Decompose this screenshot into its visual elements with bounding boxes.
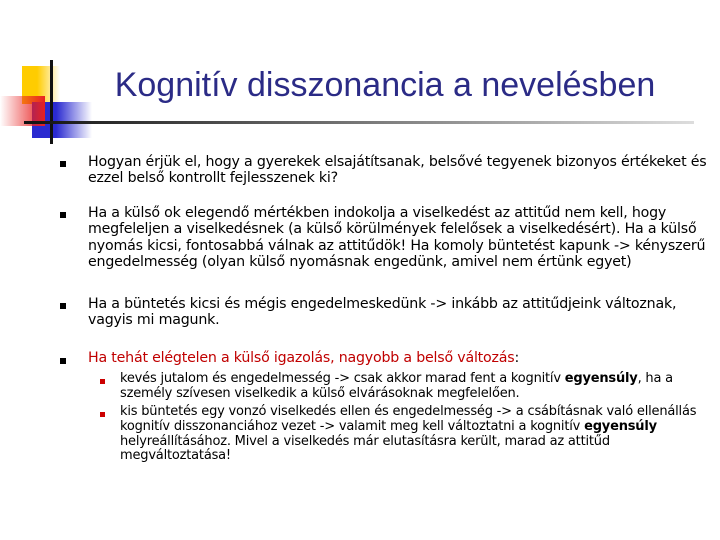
bullet-text: Ha a büntetés kicsi és mégis engedelmeskedünk -> inkább az attitűdjeink változnak, vagyis mi magunk. <box>88 296 677 329</box>
bullet-text: Ha a külső ok elegendő mértékben indokolja a viselkedést az attitűd nem kell, hogy megfeleljen a viselkedésnek (a külső körülmények felelősek a viselkedésért). Ha a külső nyomás kicsi, fontosabbá válnak az attitűdök! Ha komoly büntetést kapunk -> kényszerű engedelmesség (olyan külső nyomásnak engedünk, amivel nem értünk egyet) <box>88 205 706 270</box>
bullet-icon <box>60 358 66 364</box>
text: kevés jutalom és engedelmesség -> csak akkor marad fent a kognitív <box>120 371 565 386</box>
text: kis büntetés egy vonzó viselkedés ellen és engedelmesség -> a csábításnak való ellenállás kognitív disszonanciához vezet -> valamit meg kell változtatni a kognitív <box>120 404 697 434</box>
bullet-icon <box>60 303 66 309</box>
bullet-icon <box>60 161 66 167</box>
title-underline <box>24 121 694 124</box>
sub-bullet-icon <box>100 412 105 417</box>
sub-bullet-text <box>120 372 710 402</box>
sub-bullet-text <box>120 405 710 464</box>
slide-title: Kognitív disszonancia a nevelésben <box>114 66 656 104</box>
bullet-icon <box>60 212 66 218</box>
text: , ha a személy szívesen viselkedik a külső elvárásoknak megfelelően. <box>120 371 673 401</box>
bold-term: egyensúly <box>564 371 638 386</box>
text: helyreállításához. Mivel a viselkedés már elutasításra került, marad az attitűd megváltoztatása! <box>120 433 610 464</box>
bullet-text <box>88 350 708 366</box>
suffix: : <box>514 350 520 366</box>
bullet-text: Hogyan érjük el, hogy a gyerekek elsajátítsanak, belsővé tegyenek bizonyos értékeket és ezzel belső kontrollt fejlesszenek ki? <box>88 154 707 187</box>
sub-bullet-icon <box>100 379 105 384</box>
bold-term: egyensúly <box>584 418 657 434</box>
highlight-text: Ha tehát elégtelen a külső igazolás, nagyobb a belső változás <box>88 350 515 366</box>
